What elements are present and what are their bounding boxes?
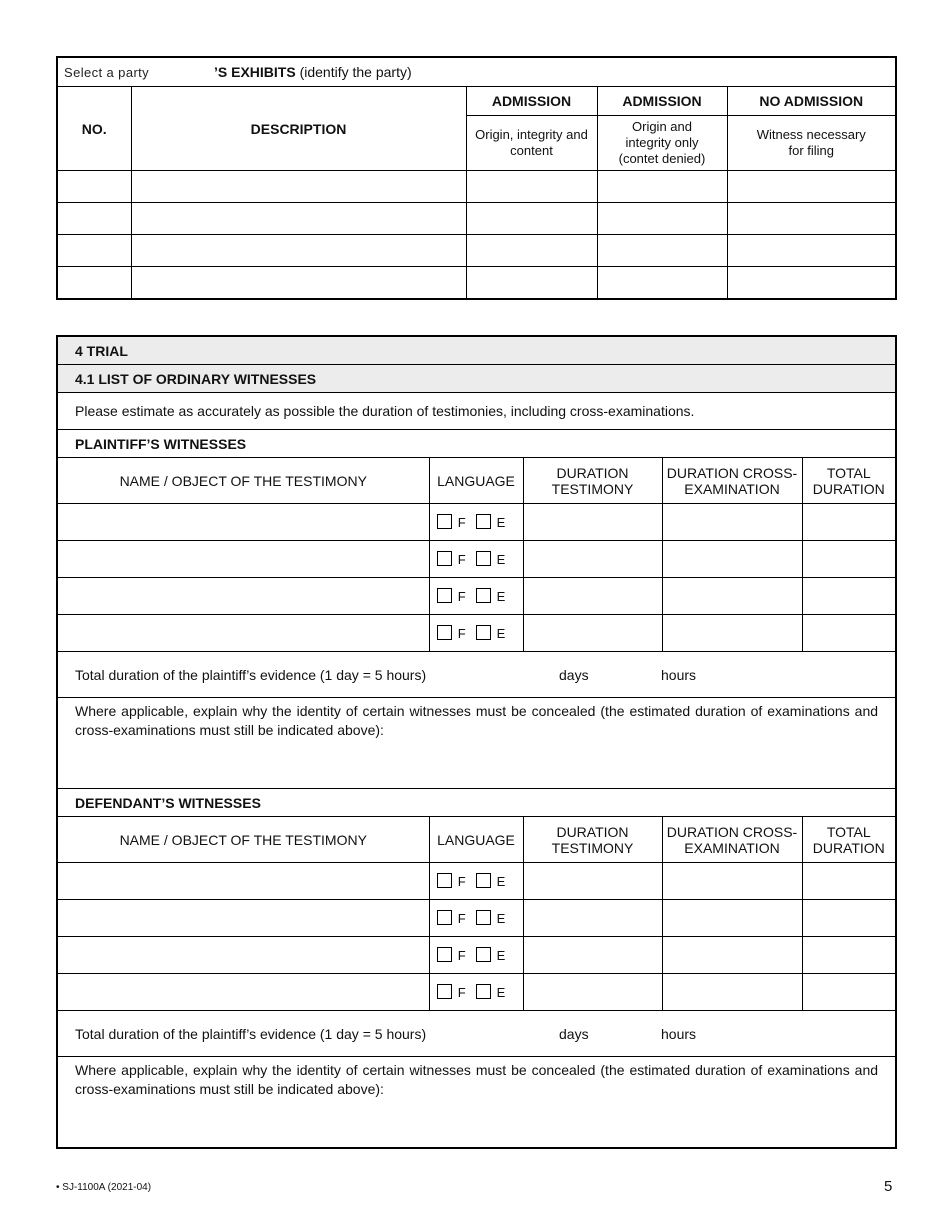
witness-name-field[interactable]	[57, 900, 429, 937]
form-code: • SJ-1100A (2021-04)	[56, 1182, 152, 1193]
total-duration-field[interactable]	[802, 937, 896, 974]
duration-testimony-field[interactable]	[523, 615, 662, 652]
col-admission-1: ADMISSION	[466, 87, 597, 116]
witness-row	[57, 863, 896, 900]
exhibit-description-field[interactable]	[131, 235, 466, 267]
total-duration-field[interactable]	[802, 578, 896, 615]
duration-testimony-field[interactable]	[523, 541, 662, 578]
exhibit-no-field[interactable]	[57, 267, 131, 300]
exhibits-title-rest: (identify the party)	[295, 64, 412, 80]
exhibits-title-bold: ’S EXHIBITS	[214, 64, 296, 80]
lang-e-label: E	[496, 948, 506, 963]
language-choice	[429, 937, 523, 974]
col-admission-1-sub: Origin, integrity and content	[466, 116, 597, 171]
checkbox-f[interactable]	[437, 551, 452, 566]
checkbox-e[interactable]	[476, 625, 491, 640]
exhibit-admission-2-field[interactable]	[597, 267, 727, 300]
lang-f-label: F	[457, 985, 466, 1000]
language-choice	[429, 615, 523, 652]
exhibit-description-field[interactable]	[131, 203, 466, 235]
exhibit-description-field[interactable]	[131, 267, 466, 300]
col-name: NAME / OBJECT OF THE TESTIMONY	[57, 458, 429, 504]
lang-e-label: E	[496, 515, 506, 530]
exhibit-admission-1-field[interactable]	[466, 267, 597, 300]
checkbox-e[interactable]	[476, 910, 491, 925]
lang-e-label: E	[496, 985, 506, 1000]
col-description: DESCRIPTION	[131, 87, 466, 171]
col-duration-testimony: DURATION TESTIMONY	[523, 817, 662, 863]
witness-row	[57, 541, 896, 578]
col-no-admission: NO ADMISSION	[727, 87, 896, 116]
witness-row	[57, 937, 896, 974]
language-choice	[429, 578, 523, 615]
total-duration-field[interactable]	[802, 863, 896, 900]
duration-cross-field[interactable]	[662, 615, 802, 652]
checkbox-f[interactable]	[437, 625, 452, 640]
duration-cross-field[interactable]	[662, 863, 802, 900]
lang-e-label: E	[496, 552, 506, 567]
witness-row	[57, 900, 896, 937]
language-choice	[429, 541, 523, 578]
lang-f-label: F	[457, 874, 466, 889]
language-choice	[429, 974, 523, 1011]
lang-f-label: F	[457, 515, 466, 530]
exhibit-no-admission-field[interactable]	[727, 235, 896, 267]
total-duration-field[interactable]	[802, 541, 896, 578]
witness-name-field[interactable]	[57, 937, 429, 974]
total-duration-field[interactable]	[802, 900, 896, 937]
witness-name-field[interactable]	[57, 578, 429, 615]
checkbox-e[interactable]	[476, 873, 491, 888]
checkbox-f[interactable]	[437, 984, 452, 999]
duration-cross-field[interactable]	[662, 504, 802, 541]
col-admission-2: ADMISSION	[597, 87, 727, 116]
checkbox-f[interactable]	[437, 514, 452, 529]
exhibit-row	[57, 267, 896, 300]
checkbox-e[interactable]	[476, 947, 491, 962]
lang-f-label: F	[457, 948, 466, 963]
exhibit-no-field[interactable]	[57, 171, 131, 203]
total-duration-field[interactable]	[802, 504, 896, 541]
language-choice	[429, 863, 523, 900]
checkbox-f[interactable]	[437, 588, 452, 603]
witness-row	[57, 504, 896, 541]
col-admission-2-sub: Origin and integrity only (contet denied)	[597, 116, 727, 171]
duration-testimony-field[interactable]	[523, 974, 662, 1011]
exhibit-admission-1-field[interactable]	[466, 203, 597, 235]
exhibit-row	[57, 171, 896, 203]
col-name: NAME / OBJECT OF THE TESTIMONY	[57, 817, 429, 863]
duration-cross-field[interactable]	[662, 578, 802, 615]
duration-cross-field[interactable]	[662, 974, 802, 1011]
plaintiff-column-header	[57, 458, 896, 504]
exhibits-title-cell	[57, 57, 896, 87]
duration-testimony-field[interactable]	[523, 863, 662, 900]
subsection-title: 4.1 LIST OF ORDINARY WITNESSES	[57, 365, 896, 393]
plaintiff-days-label: days	[559, 666, 589, 683]
plaintiff-total-row	[57, 652, 896, 698]
defendant-days-label: days	[559, 1025, 589, 1042]
defendant-hours-label: hours	[661, 1025, 697, 1042]
page-number: 5	[884, 1178, 893, 1195]
col-duration-testimony: DURATION TESTIMONY	[523, 458, 662, 504]
defendant-total-label: Total duration of the plaintiff’s evidence (1 day = 5 hours)	[75, 1025, 427, 1042]
party-select[interactable]: Select a party	[64, 65, 150, 80]
col-no: NO.	[57, 87, 131, 171]
exhibit-admission-2-field[interactable]	[597, 203, 727, 235]
exhibit-row	[57, 235, 896, 267]
lang-f-label: F	[457, 552, 466, 567]
defendant-column-header	[57, 817, 896, 863]
duration-cross-field[interactable]	[662, 900, 802, 937]
witness-row	[57, 578, 896, 615]
checkbox-e[interactable]	[476, 984, 491, 999]
exhibit-no-field[interactable]	[57, 203, 131, 235]
witness-row	[57, 615, 896, 652]
instruction-text: Please estimate as accurately as possible the duration of testimonies, including cross-examinations.	[57, 393, 896, 430]
witness-name-field[interactable]	[57, 863, 429, 900]
col-language: LANGUAGE	[429, 817, 523, 863]
exhibit-admission-2-field[interactable]	[597, 235, 727, 267]
duration-cross-field[interactable]	[662, 541, 802, 578]
lang-f-label: F	[457, 589, 466, 604]
exhibit-no-field[interactable]	[57, 235, 131, 267]
checkbox-e[interactable]	[476, 514, 491, 529]
exhibit-no-admission-field[interactable]	[727, 171, 896, 203]
checkbox-f[interactable]	[437, 947, 452, 962]
exhibit-admission-1-field[interactable]	[466, 171, 597, 203]
col-language: LANGUAGE	[429, 458, 523, 504]
duration-testimony-field[interactable]	[523, 900, 662, 937]
col-total: TOTAL DURATION	[802, 817, 896, 863]
lang-e-label: E	[496, 589, 506, 604]
witness-name-field[interactable]	[57, 541, 429, 578]
checkbox-f[interactable]	[437, 873, 452, 888]
witness-name-field[interactable]	[57, 974, 429, 1011]
trial-table	[56, 335, 897, 1149]
language-choice	[429, 504, 523, 541]
witness-name-field[interactable]	[57, 615, 429, 652]
lang-f-label: F	[457, 626, 466, 641]
duration-testimony-field[interactable]	[523, 937, 662, 974]
plaintiff-explain-field[interactable]: Where applicable, explain why the identity of certain witnesses must be concealed (the estimated duration of examinations and cross-examinations must still be indicated above):	[57, 698, 896, 789]
exhibit-admission-2-field[interactable]	[597, 171, 727, 203]
exhibit-no-admission-field[interactable]	[727, 267, 896, 300]
plaintiff-hours-label: hours	[661, 666, 697, 683]
exhibit-row	[57, 203, 896, 235]
exhibit-no-admission-field[interactable]	[727, 203, 896, 235]
exhibit-admission-1-field[interactable]	[466, 235, 597, 267]
checkbox-e[interactable]	[476, 588, 491, 603]
duration-testimony-field[interactable]	[523, 578, 662, 615]
witness-row	[57, 974, 896, 1011]
exhibits-title	[214, 64, 412, 80]
defendant-witnesses-heading: DEFENDANT’S WITNESSES	[57, 789, 896, 817]
duration-testimony-field[interactable]	[523, 504, 662, 541]
total-duration-field[interactable]	[802, 974, 896, 1011]
defendant-explain-field[interactable]: Where applicable, explain why the identity of certain witnesses must be concealed (the estimated duration of examinations and cross-examinations must still be indicated above):	[57, 1057, 896, 1149]
duration-cross-field[interactable]	[662, 937, 802, 974]
col-total: TOTAL DURATION	[802, 458, 896, 504]
checkbox-e[interactable]	[476, 551, 491, 566]
section-title: 4 TRIAL	[57, 336, 896, 365]
total-duration-field[interactable]	[802, 615, 896, 652]
lang-e-label: E	[496, 626, 506, 641]
exhibit-description-field[interactable]	[131, 171, 466, 203]
witness-name-field[interactable]	[57, 504, 429, 541]
checkbox-f[interactable]	[437, 910, 452, 925]
col-duration-cross: DURATION CROSS-EXAMINATION	[662, 817, 802, 863]
lang-e-label: E	[496, 911, 506, 926]
lang-f-label: F	[457, 911, 466, 926]
exhibits-table	[56, 56, 897, 300]
plaintiff-total-label: Total duration of the plaintiff’s evidence (1 day = 5 hours)	[75, 666, 427, 683]
language-choice	[429, 900, 523, 937]
lang-e-label: E	[496, 874, 506, 889]
plaintiff-witnesses-heading: PLAINTIFF’S WITNESSES	[57, 430, 896, 458]
col-no-admission-sub: Witness necessary for filing	[727, 116, 896, 171]
defendant-total-row	[57, 1011, 896, 1057]
col-duration-cross: DURATION CROSS-EXAMINATION	[662, 458, 802, 504]
